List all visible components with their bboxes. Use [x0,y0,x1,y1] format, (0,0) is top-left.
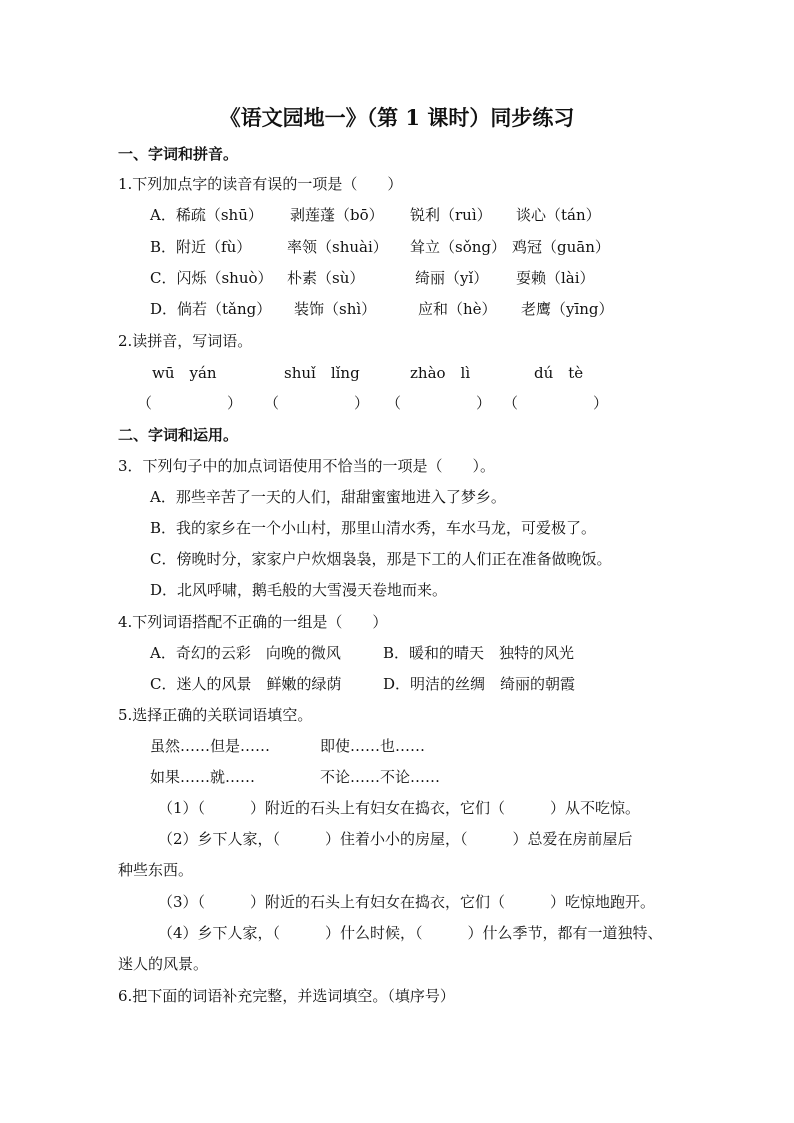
q1-option-a-3: 锐利（ruì） [410,206,492,224]
q1-option-a-2: 剥莲蓬（bō） [290,206,384,224]
conjunction-pair-3: 如果……就…… [150,768,256,786]
pinyin-3: zhào lì [410,364,471,382]
question-3-stem: 3．下列句子中的加点词语使用不恰当的一项是（ ）。 [118,457,496,475]
question-6-stem: 6.把下面的词语补充完整，并选词填空。（填序号） [118,987,455,1005]
question-2-stem: 2.读拼音，写词语。 [118,332,253,350]
q1-option-b-2: 率领（shuài） [287,238,388,256]
section-heading-2: 二、字词和运用。 [118,426,239,444]
q1-option-d-1: D．倘若（tǎng） [150,300,272,318]
q4-option-b: B．暖和的晴天 独特的风光 [383,644,575,662]
q4-option-c: C．迷人的风景 鲜嫩的绿荫 [150,675,342,693]
page-title: 《语文园地一》（第 1 课时）同步练习 [219,105,575,130]
q3-option-d: D．北风呼啸，鹅毛般的大雪漫天卷地而来。 [150,581,448,599]
q1-option-a-1: A．稀疏（shū） [150,206,263,224]
q5-item-2: （2）乡下人家，（ ）住着小小的房屋，（ ）总爱在房前屋后 [158,830,633,848]
q1-option-c-2: 朴素（sù） [287,269,365,287]
q1-option-c-1: C．闪烁（shuò） [150,269,273,287]
q1-option-d-2: 装饰（shì） [294,300,377,318]
q4-option-a: A．奇幻的云彩 向晚的微风 [150,644,341,662]
conjunction-pair-1: 虽然……但是…… [150,737,271,755]
question-4-stem: 4.下列词语搭配不正确的一组是（ ） [118,613,388,631]
question-1-stem: 1.下列加点字的读音有误的一项是（ ） [118,175,403,193]
answer-blank-1[interactable]: （ ） [137,394,243,412]
q5-item-2-continued: 种些东西。 [118,861,194,879]
answer-blank-3[interactable]: （ ） [386,394,492,412]
question-5-stem: 5.选择正确的关联词语填空。 [118,706,313,724]
q5-item-4: （4）乡下人家，（ ）什么时候，（ ）什么季节，都有一道独特、 [158,924,663,942]
section-heading-1: 一、字词和拼音。 [118,145,239,163]
q1-option-b-3: 耸立（sǒng） [410,238,506,256]
pinyin-2: shuǐ lǐng [284,364,360,382]
conjunction-pair-4: 不论……不论…… [320,768,441,786]
q1-option-b-4: 鸡冠（guān） [512,238,610,256]
q1-option-d-3: 应和（hè） [418,300,497,318]
q3-option-c: C．傍晚时分，家家户户炊烟袅袅，那是下工的人们正在准备做晚饭。 [150,550,612,568]
q5-item-1: （1）（ ）附近的石头上有妇女在捣衣，它们（ ）从不吃惊。 [158,799,641,817]
q3-option-b: B．我的家乡在一个小山村，那里山清水秀，车水马龙，可爱极了。 [150,519,597,537]
q3-option-a: A．那些辛苦了一天的人们，甜甜蜜蜜地进入了梦乡。 [150,488,506,506]
q4-option-d: D．明洁的丝绸 绮丽的朝霞 [383,675,576,693]
q5-item-3: （3）（ ）附近的石头上有妇女在捣衣，它们（ ）吃惊地跑开。 [158,893,656,911]
pinyin-4: dú tè [534,364,584,382]
answer-blank-2[interactable]: （ ） [264,394,370,412]
q1-option-c-3: 绮丽（yǐ） [415,269,489,287]
answer-blank-4[interactable]: （ ） [503,394,609,412]
q1-option-a-4: 谈心（tán） [516,206,601,224]
q1-option-c-4: 耍赖（lài） [516,269,595,287]
conjunction-pair-2: 即使……也…… [320,737,426,755]
q1-option-b-1: B．附近（fù） [150,238,252,256]
pinyin-1: wū yán [152,364,217,382]
q1-option-d-4: 老鹰（yīng） [521,300,614,318]
q5-item-4-continued: 迷人的风景。 [118,955,209,973]
